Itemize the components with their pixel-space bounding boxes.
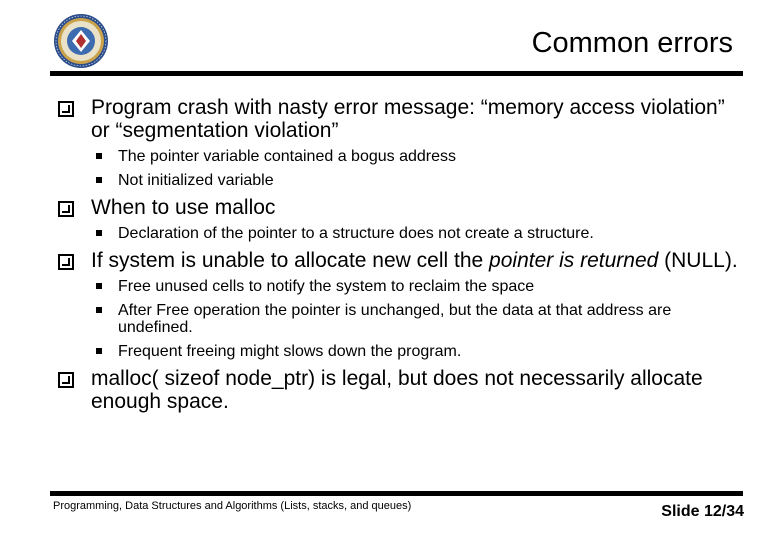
sub-item-text: The pointer variable contained a bogus address <box>118 148 456 165</box>
bullet-text-part: (NULL). <box>658 249 738 272</box>
bullet-malloc <box>58 196 738 219</box>
sub-item <box>58 343 738 360</box>
university-seal-logo <box>52 12 110 70</box>
footer-divider <box>50 491 743 496</box>
checkbox-bullet-icon <box>58 372 74 388</box>
checkbox-bullet-icon <box>58 101 74 117</box>
square-bullet-icon <box>96 230 102 236</box>
square-bullet-icon <box>96 348 102 354</box>
bullet-text: When to use malloc <box>91 196 276 219</box>
bullet-allocate <box>58 249 738 272</box>
slide-title: Common errors <box>531 27 733 59</box>
slide-number: Slide 12/34 <box>661 503 744 520</box>
sub-item <box>58 225 738 242</box>
sub-item-text: Declaration of the pointer to a structure does not create a structure. <box>118 225 594 242</box>
sub-item-text: Not initialized variable <box>118 172 274 189</box>
checkbox-bullet-icon <box>58 254 74 270</box>
sub-list-malloc <box>58 225 738 242</box>
square-bullet-icon <box>96 307 102 313</box>
square-bullet-icon <box>96 177 102 183</box>
bullet-text: malloc( sizeof node_ptr) is legal, but does not necessarily allocate enough space. <box>91 367 703 413</box>
sub-list-crash <box>58 148 738 189</box>
title-divider <box>50 71 743 76</box>
sub-item-text: Frequent freeing might slows down the program. <box>118 343 462 360</box>
bullet-crash <box>58 96 738 142</box>
checkbox-bullet-icon <box>58 201 74 217</box>
footer-course-title: Programming, Data Structures and Algorithms (Lists, stacks, and queues) <box>53 500 412 512</box>
sub-item <box>58 302 738 336</box>
sub-item <box>58 278 738 295</box>
sub-item <box>58 172 738 189</box>
slide-content <box>58 96 738 413</box>
square-bullet-icon <box>96 283 102 289</box>
bullet-text-italic: pointer is returned <box>489 249 659 272</box>
sub-item-text: After Free operation the pointer is unchanged, but the data at that address are undefined. <box>118 302 672 336</box>
sub-item <box>58 148 738 165</box>
square-bullet-icon <box>96 153 102 159</box>
bullet-text-part: If system is unable to allocate new cell the <box>91 249 490 272</box>
bullet-sizeof <box>58 367 738 413</box>
sub-item-text: Free unused cells to notify the system to reclaim the space <box>118 278 535 295</box>
sub-list-allocate <box>58 278 738 360</box>
bullet-text: Program crash with nasty error message: “memory access violation” or “segmentation violation” <box>91 96 725 142</box>
